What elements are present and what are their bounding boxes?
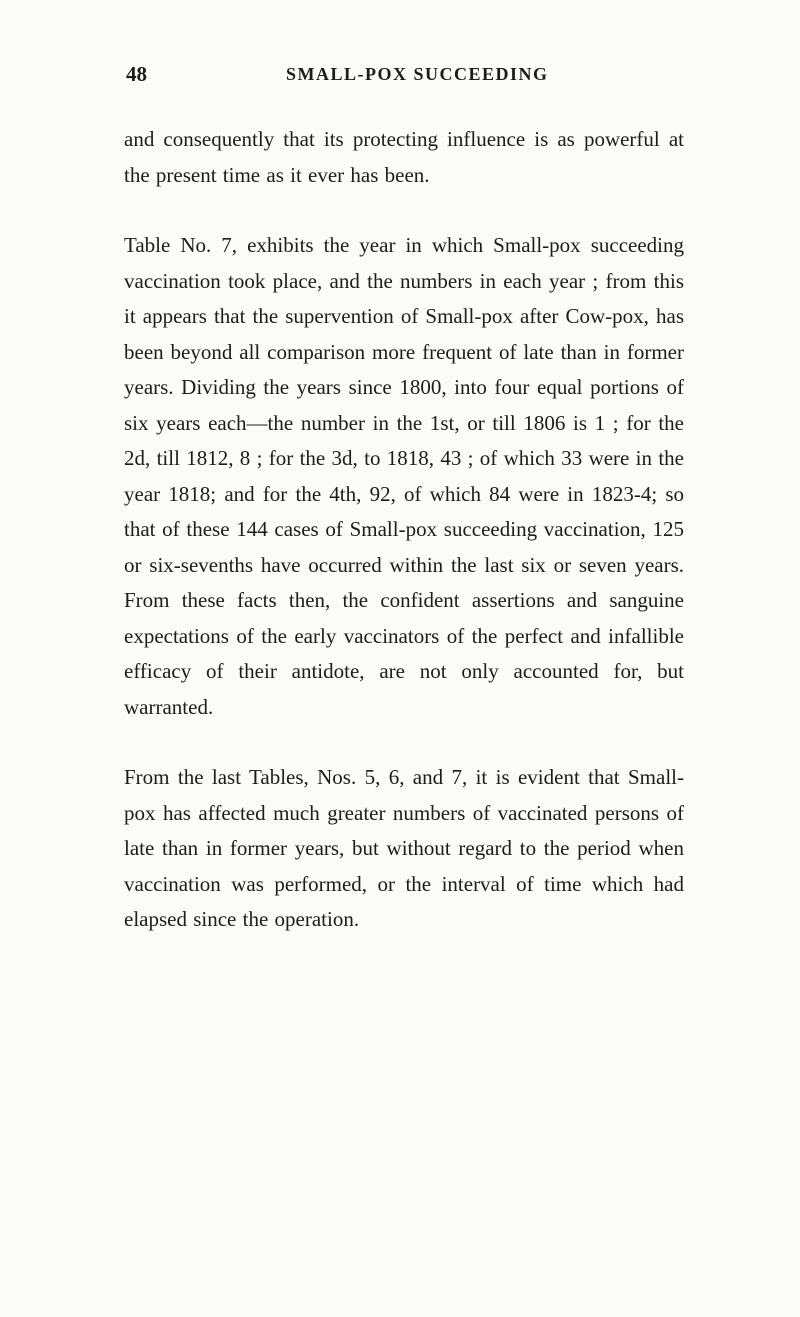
page-header <box>0 62 800 92</box>
paragraph-last-tables: From the last Tables, Nos. 5, 6, and 7, it is evident that Small-pox has affected much greater numbers of vaccinated persons of late than in former years, but without regard to the period when vaccination was performed, or the interval of time which had elapsed since the operation. <box>124 765 684 931</box>
paragraph-table-seven: Table No. 7, exhibits the year in which Small-pox succeeding vaccination took place, and the numbers in each year ; from this it appears that the supervention of Small-pox after Cow-pox, has been beyond all comparison more frequent of late than in former years. Dividing the years since 1800, into four equal portions of six years each—the number in the 1st, or till 1806 is 1 ; for the 2d, till 1812, 8 ; for the 3d, to 1818, 43 ; of which 33 were in the year 1818; and for the 4th, 92, of which 84 were in 1823-4; so that of these 144 cases of Small-pox succeeding vaccination, 125 or six-sevenths have occurred within the last six or seven years. From these facts then, the confident assertions and sanguine expectations of the early vaccinators of the perfect and infallible efficacy of their antidote, are not only accounted for, but warranted. <box>124 233 684 719</box>
page-number: 48 <box>126 62 147 86</box>
paragraph-continuation: and consequently that its protecting influence is as powerful at the present time as it ever has been. <box>124 127 684 187</box>
running-title: SMALL-POX SUCCEEDING <box>286 64 549 84</box>
body-text <box>124 122 684 938</box>
